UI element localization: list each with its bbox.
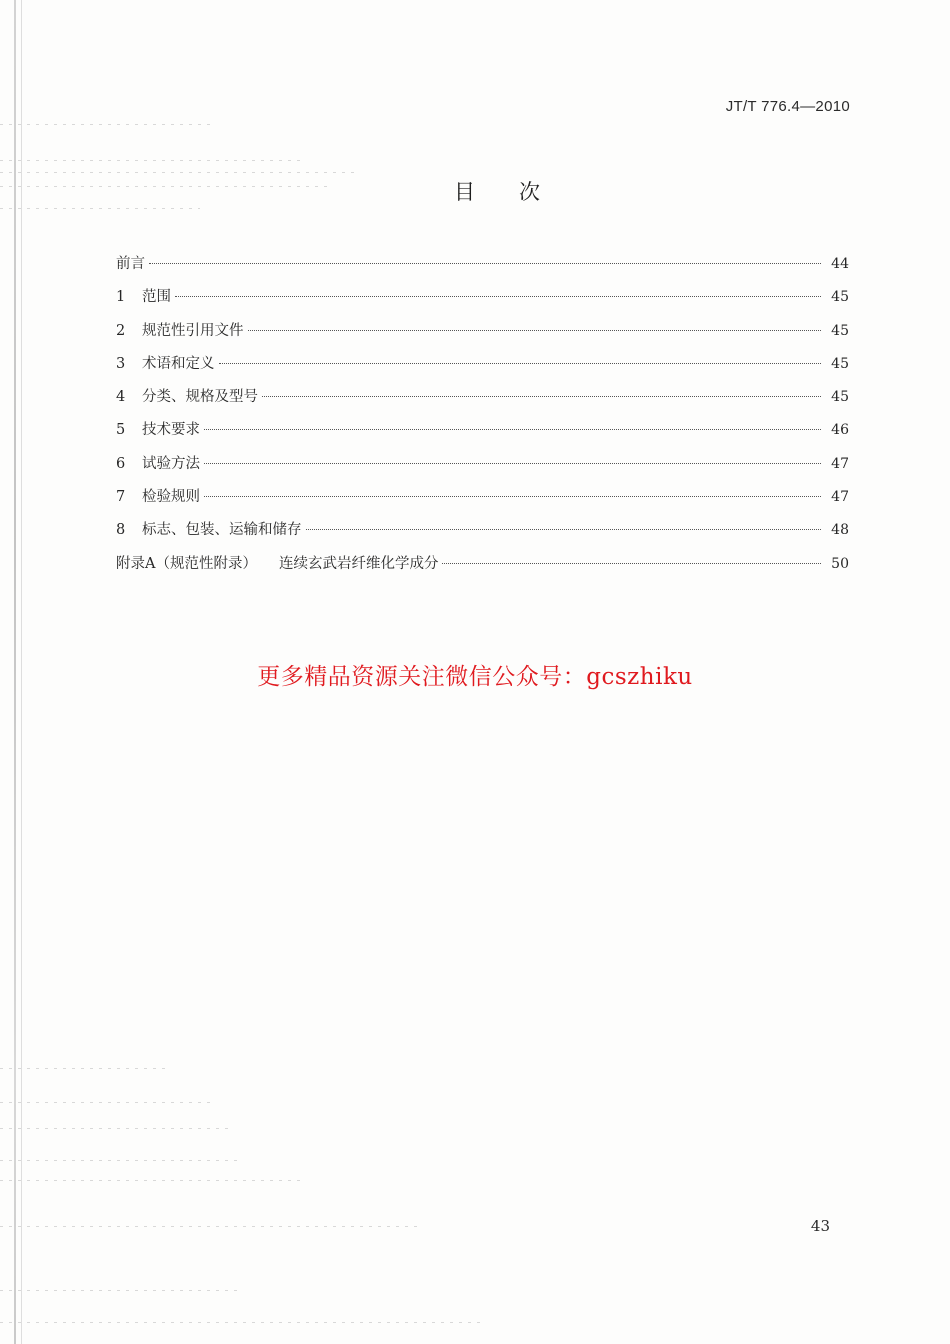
scan-artifact	[0, 1322, 480, 1323]
toc-entry-number: 6	[116, 455, 126, 472]
toc-title: 目次	[454, 180, 584, 204]
scan-artifact	[0, 208, 200, 209]
toc-entry-page: 44	[831, 256, 849, 272]
toc-entry[interactable]	[116, 518, 849, 551]
toc-entry-number: 3	[116, 355, 126, 372]
toc-leader-dots	[175, 296, 821, 297]
toc-leader-dots	[204, 463, 821, 464]
toc-entry-page: 47	[831, 455, 849, 472]
scan-artifact	[0, 1226, 420, 1227]
toc-leader-dots	[248, 330, 822, 331]
scan-artifact	[0, 124, 210, 125]
toc-leader-dots	[442, 563, 821, 564]
toc-entry[interactable]	[116, 485, 849, 518]
toc-entry[interactable]	[116, 352, 849, 385]
toc-entry-number: 5	[116, 422, 126, 439]
toc-entry[interactable]	[116, 452, 849, 485]
toc-entry-label: 规范性引用文件	[142, 322, 244, 339]
toc-entry[interactable]	[116, 285, 849, 318]
scan-artifact	[0, 1128, 230, 1129]
toc-entry[interactable]	[116, 319, 849, 352]
scan-artifact	[0, 160, 300, 161]
toc-entry[interactable]	[116, 252, 849, 285]
toc-entry-label: 技术要求	[142, 422, 200, 439]
toc-entry-page: 45	[831, 389, 849, 406]
toc-entry-number: 4	[116, 389, 126, 406]
promo-text: 更多精品资源关注微信公众号：gcszhiku	[257, 664, 693, 690]
toc-entry[interactable]	[116, 385, 849, 418]
toc-entry-page: 46	[831, 422, 849, 439]
scan-artifact	[0, 1102, 210, 1103]
toc-entry-number: 7	[116, 489, 126, 506]
toc-entry-label: 检验规则	[142, 489, 200, 506]
toc-entry-number: 8	[116, 522, 126, 539]
toc-entry-label: 标志、包装、运输和储存	[142, 522, 302, 539]
toc-entry-label: 分类、规格及型号	[142, 389, 258, 406]
toc-leader-dots	[149, 263, 821, 264]
toc-leader-dots	[204, 496, 821, 497]
scan-artifact	[0, 172, 360, 173]
toc-entry-number: 2	[116, 322, 126, 339]
document-code: JT/T 776.4—2010	[725, 98, 850, 115]
toc-entry-label: 前言	[116, 256, 145, 272]
scan-artifact	[0, 1068, 170, 1069]
toc-leader-dots	[262, 396, 821, 397]
toc-entry-page: 47	[831, 489, 849, 506]
toc-entry-label: 附录A（规范性附录）	[116, 555, 257, 572]
toc-leader-dots	[204, 429, 821, 430]
toc-entry-page: 45	[831, 289, 849, 306]
toc-entry-page: 45	[831, 355, 849, 372]
toc-leader-dots	[219, 363, 822, 364]
toc-entry-label: 范围	[142, 289, 171, 306]
toc-leader-dots	[306, 529, 822, 530]
toc-entry-label: 试验方法	[142, 455, 200, 472]
toc-entry-number: 1	[116, 289, 126, 306]
scan-artifact	[0, 1180, 300, 1181]
toc-entry[interactable]	[116, 418, 849, 451]
scan-artifact	[0, 1290, 240, 1291]
toc-entry[interactable]	[116, 552, 849, 585]
page-number: 43	[810, 1217, 830, 1235]
toc-entry-label: 术语和定义	[142, 355, 215, 372]
toc-entry-page: 45	[831, 322, 849, 339]
scan-artifact	[0, 1160, 240, 1161]
table-of-contents	[116, 252, 849, 585]
toc-entry-page: 50	[831, 555, 849, 572]
toc-entry-subtitle: 连续玄武岩纤维化学成分	[278, 555, 439, 572]
toc-entry-page: 48	[831, 522, 849, 539]
